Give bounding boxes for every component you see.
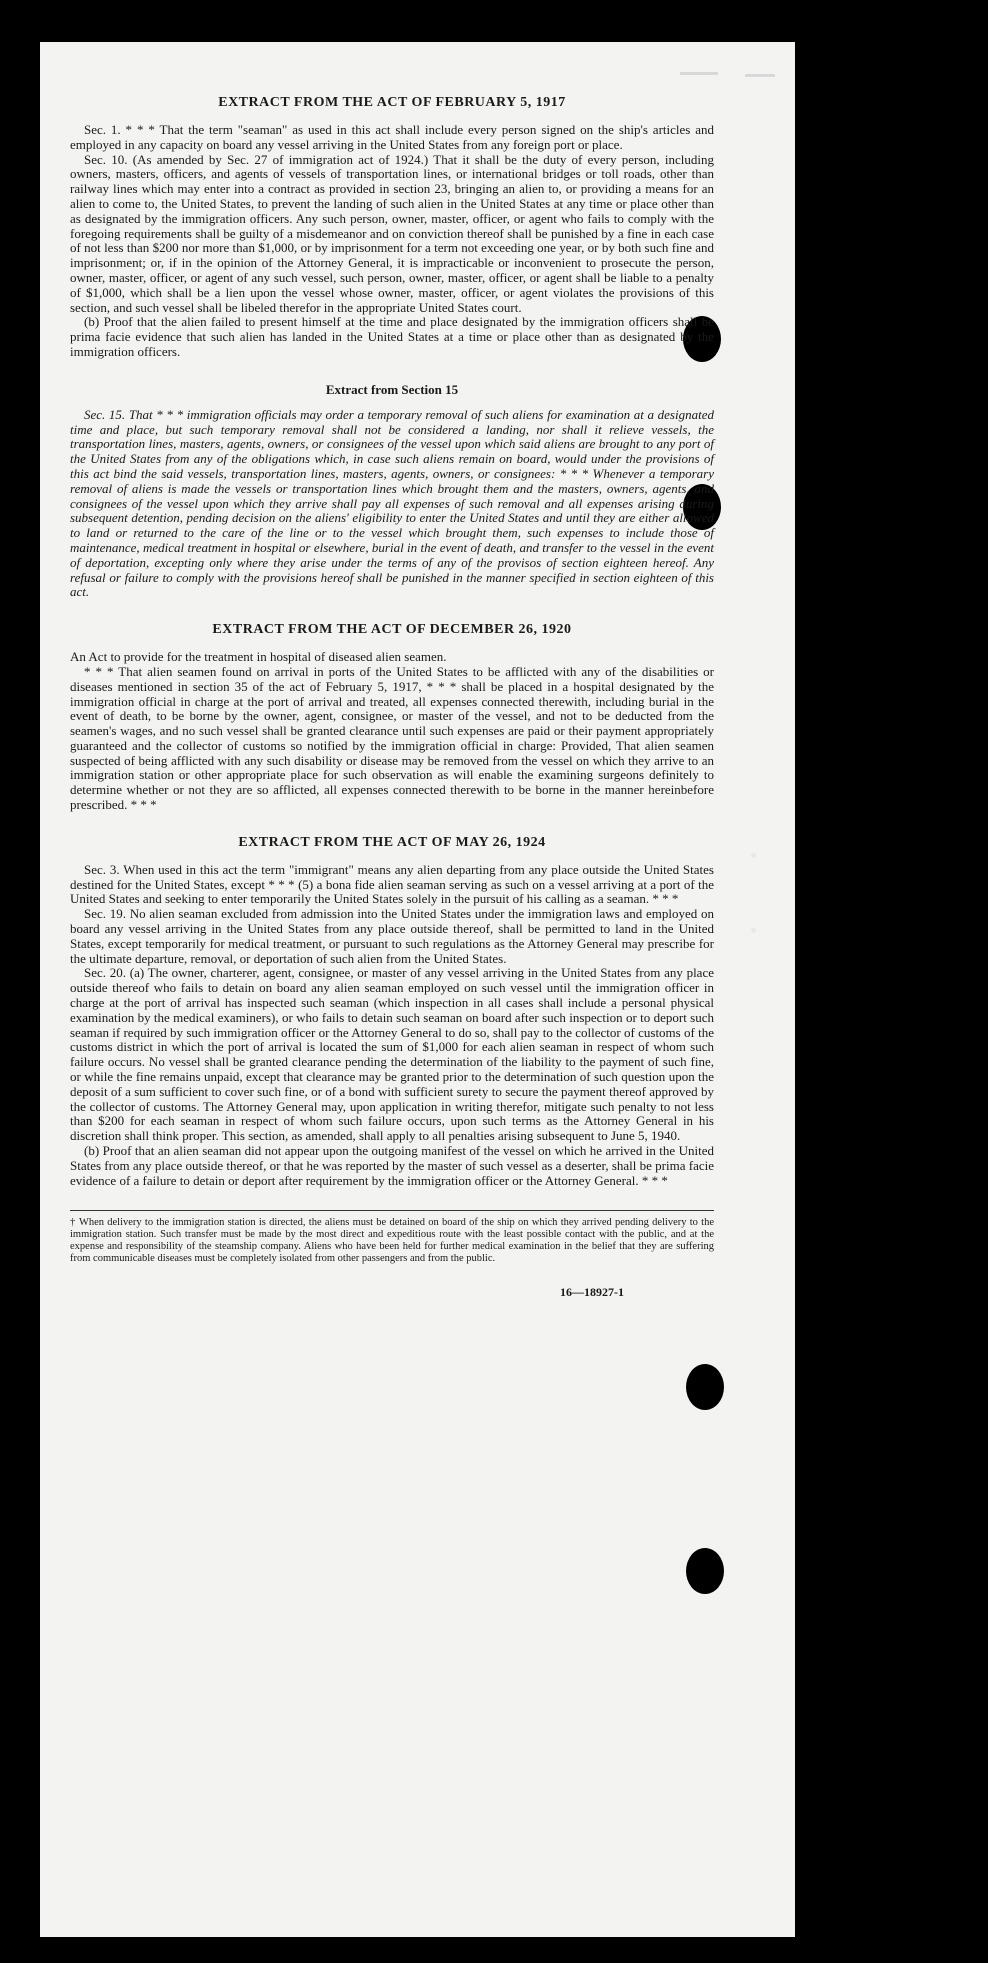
section-act-1920	[70, 622, 714, 813]
section-heading: EXTRACT FROM THE ACT OF FEBRUARY 5, 1917	[218, 95, 566, 110]
document-body	[70, 95, 714, 1300]
footnote: † When delivery to the immigration station is directed, the aliens must be detained on board of the ship on which they arrived pending delivery to the immigration station. Such transfer must be made by the most direct and expeditious route with the least possible contact with the public, and at the expense and responsibility of the steamship company. Aliens who have been held for further medical examination in the belief that they are suffering from communicable diseases must be completely isolated from other passengers and from the public.	[70, 1210, 714, 1265]
scan-speck	[751, 853, 756, 858]
section-heading: EXTRACT FROM THE ACT OF MAY 26, 1924	[238, 834, 546, 850]
punch-hole	[686, 1364, 724, 1410]
scan-speck	[751, 928, 756, 933]
section-act-1917	[70, 95, 714, 360]
punch-hole	[686, 1548, 724, 1594]
paragraph: (b) Proof that an alien seaman did not appear upon the outgoing manifest of the vessel on which he arrived in the United States from any place outside thereof, or that he was reported by the master of such vessel as a deserter, shall be prima facie evidence of a failure to detain or deport after requirement by the immigration officer or the Attorney General. * * *	[70, 1143, 714, 1188]
paragraph: Sec. 15. That * * * immigration officials may order a temporary removal of such aliens for examination at a designated time and place, but such temporary removal shall not be considered a landing, nor shall it relieve vessels, the transportation lines, masters, agents, owners, or consignees of the vessel upon which said aliens are brought to any port of the United States from any of the obligations which, in case such aliens remain on board, would under the provisions of this act bind the said vessels, transportation lines, masters, agents, owners, or consignees: * * * Whenever a temporary removal of aliens is made the vessels or transportation lines which brought them and the masters, owners, agents, and consignees of the vessel upon which they arrive shall pay all expenses of such removal and all expenses arising during subsequent detention, pending decision on the aliens' eligibility to enter the United States and until they are either allowed to land or returned to the care of the line or to the vessel which brought them, such expenses to include those of maintenance, medical treatment in hospital or elsewhere, burial in the event of death, and transfer to the vessel in the event of deportation, excepting only where they arise under the terms of any of the provisos of section eighteen hereof. Any refusal or failure to comply with the provisions hereof shall be punished in the manner specified in section eighteen of this act.	[70, 406, 714, 600]
paragraph: Sec. 1. * * * That the term "seaman" as used in this act shall include every person signed on the ship's articles and employed in any capacity on board any vessel arriving in the United States from any foreign port or place.	[70, 122, 714, 152]
paragraph: Sec. 3. When used in this act the term "immigrant" means any alien departing from any place outside the United States destined for the United States, except * * * (5) a bona fide alien seaman serving as such on a vessel arriving at a port of the United States and seeking to enter temporarily the United States solely in the pursuit of his calling as a seaman. * * *	[70, 861, 714, 907]
section-heading: EXTRACT FROM THE ACT OF DECEMBER 26, 1920	[212, 622, 572, 638]
section-act-1924	[70, 835, 714, 1189]
paragraph: Sec. 20. (a) The owner, charterer, agent, consignee, or master of any vessel arriving in the United States from any place outside thereof who fails to detain on board any alien seaman employed on such vessel until the immigration officer in charge at the port of arrival has inspected such seaman (which inspection in all cases shall include a personal physical examination by the medical examiners), or who fails to detain such seaman on board after such inspection or to deport such seaman if required by such immigration officer or the Attorney General to do so, shall pay to the collector of customs of the customs district in which the port of arrival is located the sum of $1,000 for each alien seaman in respect of whom such failure occurs. No vessel shall be granted clearance pending the determination of the liability to the payment of such fine, or while the fine remains unpaid, except that clearance may be granted prior to the determination of such question upon the deposit of a sum sufficient to cover such fine, or of a bond with sufficient surety to secure the payment thereof approved by the collector of customs. The Attorney General may, upon application in writing therefor, mitigate such penalty to not less than $200 for each seaman in respect of whom such failure occurs, upon such terms as the Attorney General in his discretion shall think proper. This section, as amended, shall apply to all penalties arising subsequent to June 5, 1940.	[70, 965, 714, 1144]
paragraph: (b) Proof that the alien failed to present himself at the time and place designated by the immigration officers shall be prima facie evidence that such alien has landed in the United States at a time or place other than as designated by the immigration officers.	[70, 314, 714, 359]
section-heading: Extract from Section 15	[325, 381, 459, 397]
form-code: 16—18927-1	[560, 1285, 624, 1300]
paragraph: Sec. 10. (As amended by Sec. 27 of immigration act of 1924.) That it shall be the duty of every person, including owners, masters, officers, and agents of vessels of transportation lines, or international bridges or toll roads, other than railway lines which may enter into a contract as provided in section 23, bringing an alien to, or providing a means for an alien to come to, the United States, to prevent the landing of such alien in the United States at any time or place other than as designated by the immigration officers. Any such person, owner, master, officer, or agent who fails to comply with the foregoing requirements shall be guilty of a misdemeanor and on conviction thereof shall be punished by a fine in each case of not less than $200 nor more than $1,000, or by imprisonment for a term not exceeding one year, or by both such fine and imprisonment; or, if in the opinion of the Attorney General, it is impracticable or inconvenient to prosecute the person, owner, master, officer, or agent of any such vessel, such person, owner, master, officer, or agent shall be liable to a penalty of $1,000, which shall be a lien upon the vessel whose owner, master, officer, or agent violates the provisions of this section, and such vessel shall be libeled therefor in the appropriate United States court.	[70, 151, 714, 315]
scan-mark	[745, 74, 775, 77]
paragraph: Sec. 19. No alien seaman excluded from admission into the United States under the immigration laws and employed on board any vessel arriving in the United States from any place outside thereof, shall be permitted to land in the United States, except temporarily for medical treatment, or pursuant to such regulations as the Attorney General may prescribe for the ultimate departure, removal, or deportation of such alien from the United States.	[70, 906, 714, 966]
section-15-extract	[70, 382, 714, 600]
paragraph: * * * That alien seamen found on arrival in ports of the United States to be afflicted with any of the disabilities or diseases mentioned in section 35 of the act of February 5, 1917, * * * shall be placed in a hospital designated by the immigration official in charge at the port of arrival and treated, all expenses connected therewith, including burial in the event of death, to be borne by the owner, agent, consignee, or master of the vessel, and not to be deducted from the seamen's wages, and no such vessel shall be granted clearance until such expenses are paid or their payment appropriately guaranteed and the collector of customs so notified by the immigration official in charge: Provided, That alien seamen suspected of being afflicted with any such disability or disease may be removed from the vessel on which they arrive to an immigration station or other appropriate place for such observation as will enable the examining surgeons definitely to determine whether or not they are so afflicted, all expenses connected therewith to be borne in the manner hereinbefore prescribed. * * *	[70, 663, 714, 813]
paragraph: An Act to provide for the treatment in hospital of diseased alien seamen.	[70, 649, 447, 665]
scan-mark	[680, 72, 718, 75]
